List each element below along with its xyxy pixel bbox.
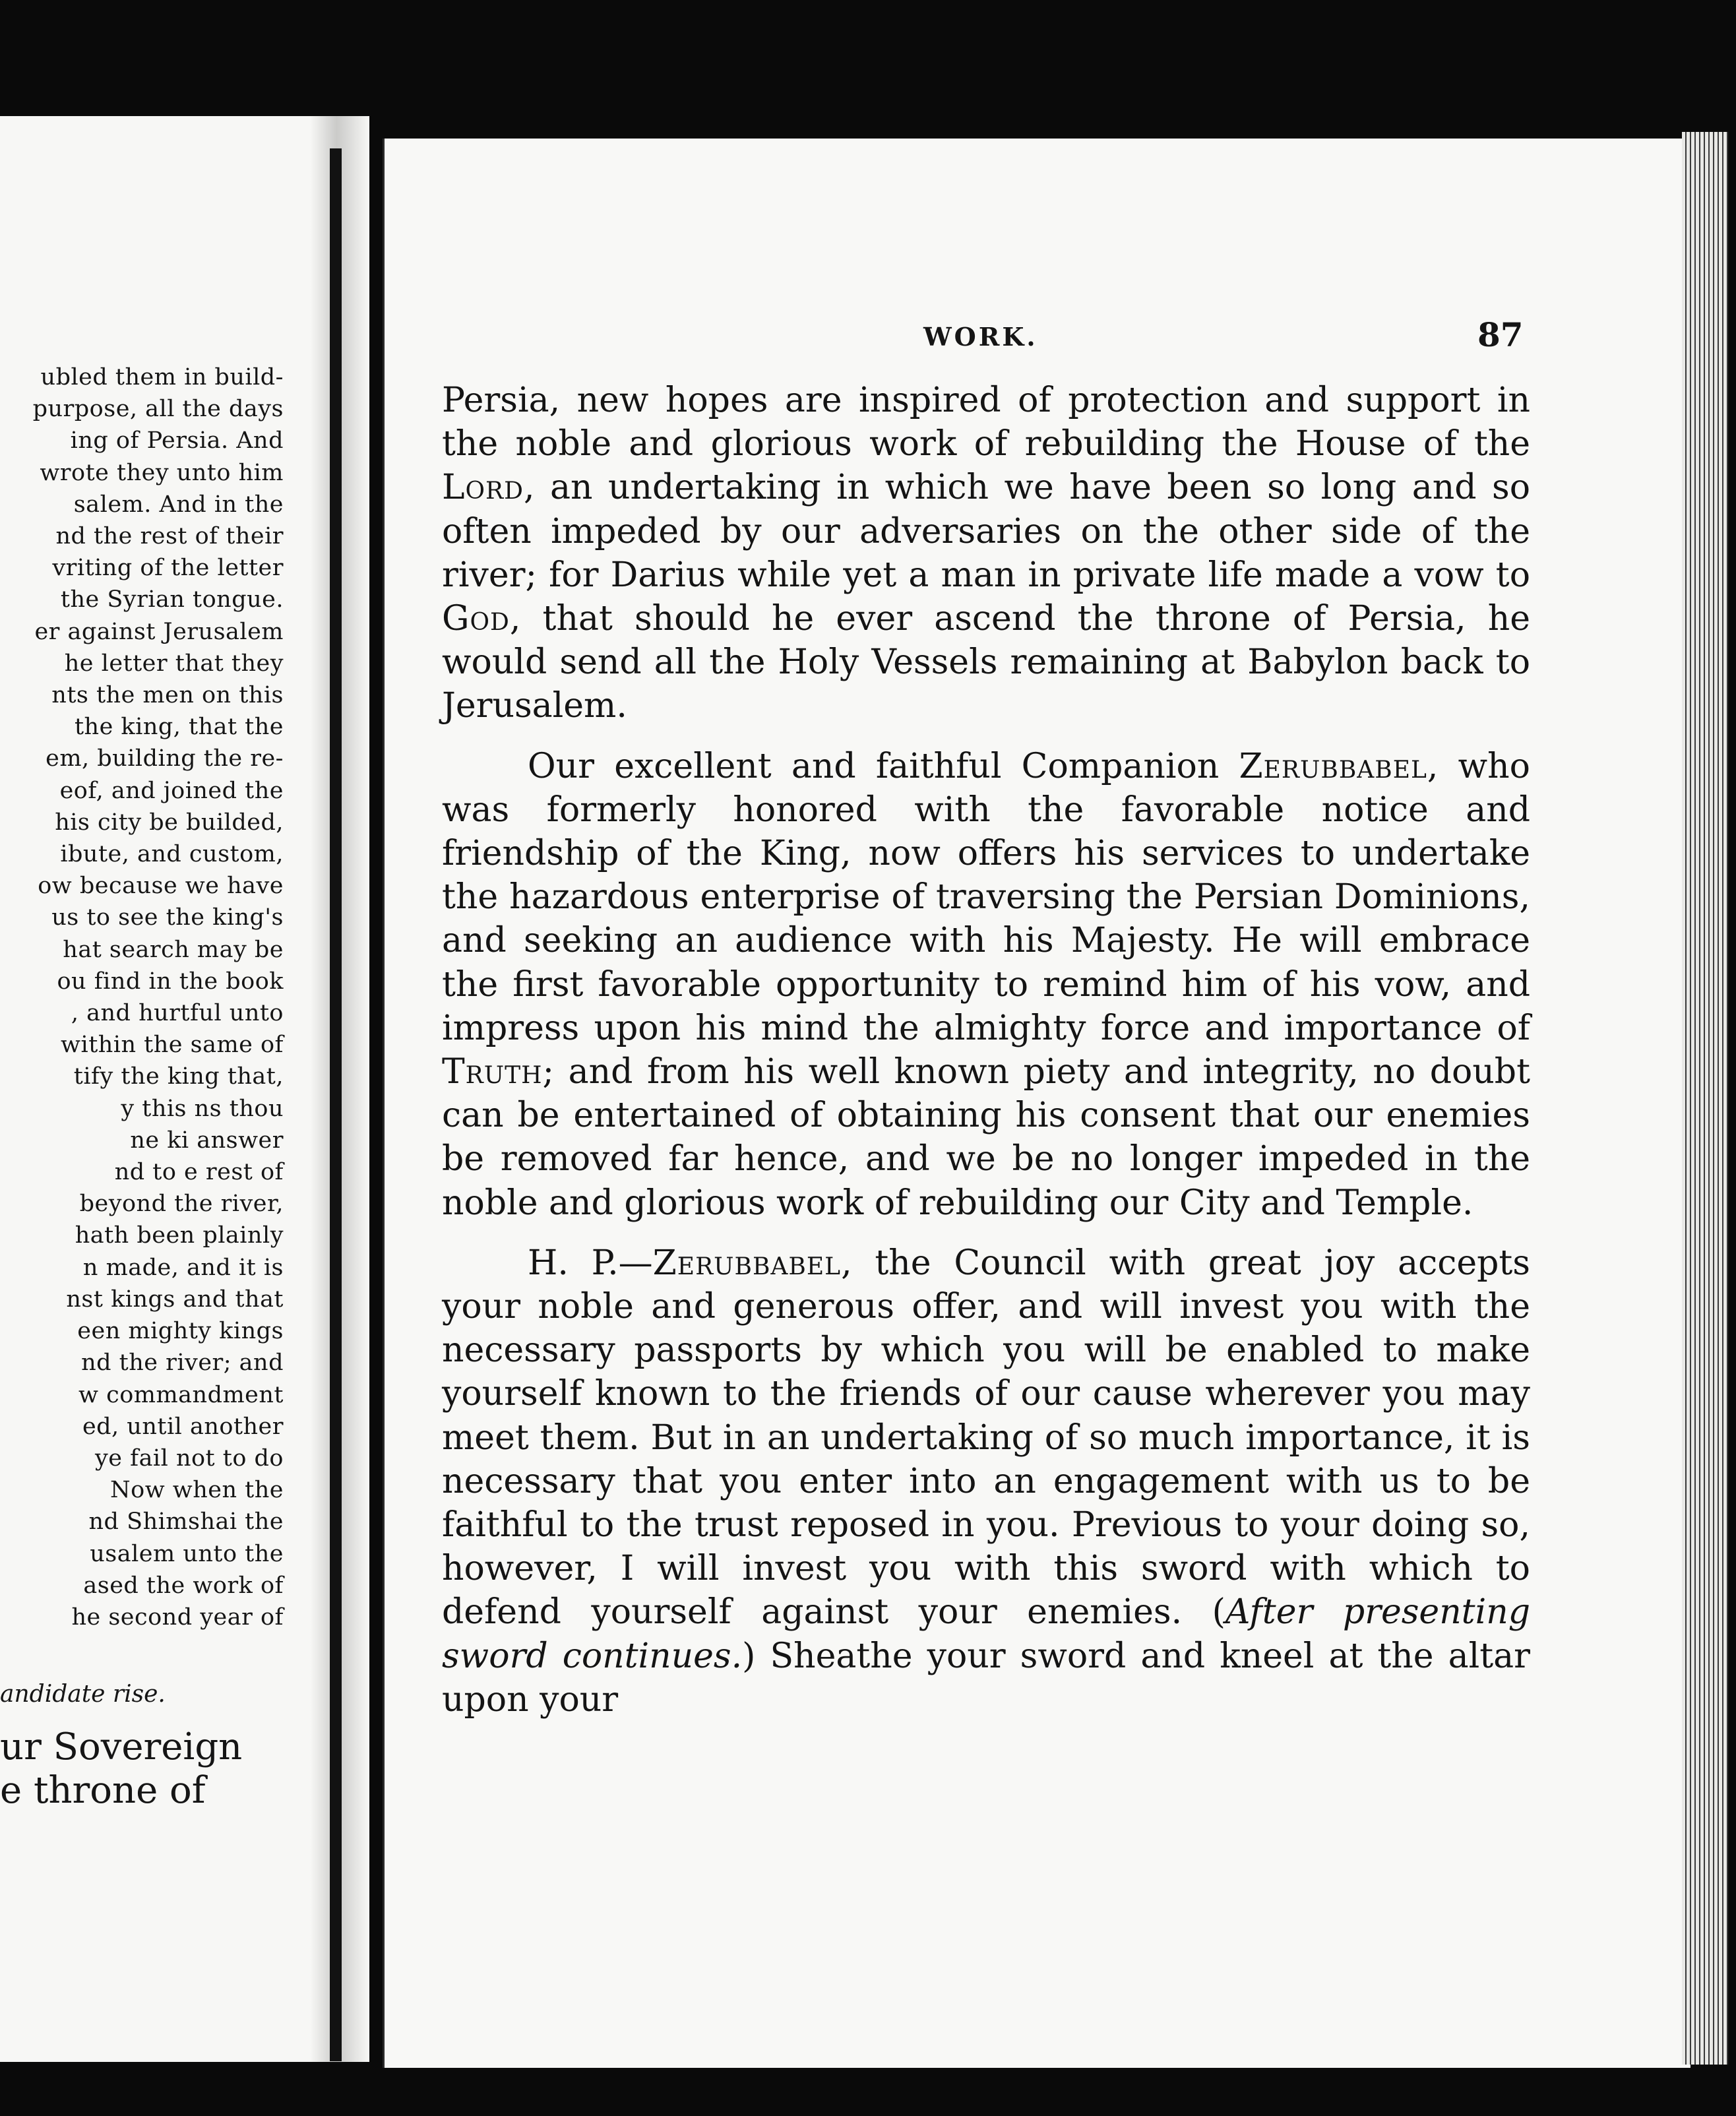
left-page-line: the king, that the: [74, 714, 284, 741]
left-page-line: ubled them in build-: [40, 364, 284, 390]
left-page-line: em, building the re-: [46, 745, 284, 772]
left-page-line: within the same of: [61, 1032, 284, 1059]
small-caps-run: Zerubbabel: [1239, 746, 1427, 786]
left-page-line: nd the river; and: [81, 1350, 284, 1377]
text-run: , that should he ever ascend the throne of Persia, he would send all the Holy Vessels remaining at Babylon back to Jerusalem.: [442, 599, 1530, 726]
left-page-line: nts the men on this: [51, 682, 284, 709]
left-page-line: he second year of: [71, 1603, 284, 1631]
italic-run: After presenting sword continues.: [442, 1592, 1530, 1676]
left-page-line: nd to e rest of: [114, 1159, 284, 1186]
left-page-line: eof, and joined the: [59, 777, 284, 804]
left-page-line: ou find in the book: [57, 968, 284, 995]
paragraph-3: [442, 1241, 1530, 1722]
text-run: Persia, new hopes are inspired of protection and support in the noble and glorious work of rebuilding the House of the: [442, 381, 1530, 464]
left-page-line: us to see the king's: [51, 904, 284, 931]
text-run: ; and from his well known piety and integrity, no doubt can be entertained of obtaining his consent that our enemies be removed far hence, and we be no longer impeded in the noble and glorious work of rebuilding our City and Temple.: [442, 1052, 1530, 1223]
left-page-line: the Syrian tongue.: [60, 586, 284, 613]
left-page-line: his city be builded,: [55, 809, 284, 836]
text-run: ) Sheathe your sword and kneel at the altar upon your: [442, 1636, 1530, 1720]
left-page-line: ow because we have: [38, 873, 284, 900]
left-page-line: , and hurtful unto: [71, 1000, 284, 1027]
left-page-line: tify the king that,: [73, 1063, 284, 1090]
left-page-line: nd Shimshai the: [88, 1509, 284, 1536]
left-page-line: ne ki answer: [130, 1127, 284, 1154]
left-page-line: wrote they unto him: [40, 459, 284, 486]
left-page-line: ing of Persia. And: [70, 427, 284, 454]
text-run: , an undertaking in which we have been so long and so often impeded by our adversaries on the other side of the river; for Darius while yet a man in private life made a vow to: [442, 468, 1530, 595]
left-page-text: [0, 361, 284, 1633]
left-page-line: Now when the: [110, 1477, 284, 1504]
left-page-line: y this ns thou: [121, 1095, 284, 1122]
left-page-line: n made, and it is: [82, 1254, 284, 1281]
left-page-line: ased the work of: [83, 1572, 284, 1599]
left-large-line: ur Sovereign: [0, 1726, 243, 1768]
left-page-line: ye fail not to do: [95, 1445, 284, 1472]
text-run: Our excellent and faithful Companion: [528, 746, 1239, 786]
left-page-line: purpose, all the days: [32, 396, 284, 423]
left-page-line: hat search may be: [63, 936, 284, 963]
page-number: 87: [1477, 315, 1524, 354]
left-page-line: w commandment: [78, 1381, 284, 1408]
left-page-line: nst kings and that: [66, 1286, 284, 1313]
left-page-line: ibute, and custom,: [60, 841, 284, 868]
left-page-line: beyond the river,: [79, 1191, 284, 1218]
page-body: [442, 379, 1530, 1722]
left-page-line: he letter that they: [64, 650, 284, 677]
left-page-line: vriting of the letter: [52, 555, 284, 582]
text-run: , the Council with great joy accepts your noble and generous offer, and will invest you with the necessary passports by which you will be enabled to make yourself known to the friends of our cause wherever you may meet them. But in an undertaking of so much importance, it is necessary that you enter into an engagement with us to be faithful to the trust reposed in you. Previous to your doing so, however, I will invest you with this sword with which to defend yourself against your enemies. (: [442, 1243, 1530, 1633]
paragraph-1: [442, 379, 1530, 728]
small-caps-run: Lord: [442, 468, 524, 508]
left-page-line: salem. And in the: [73, 491, 284, 518]
left-page-line: ed, until another: [82, 1413, 284, 1440]
small-caps-run: Zerubbabel: [652, 1243, 842, 1283]
running-head: WORK.: [923, 322, 1038, 352]
page-edges: [1682, 132, 1728, 2065]
left-page-caption: andidate rise.: [0, 1681, 166, 1708]
left-page-line: er against Jerusalem: [34, 618, 284, 645]
text-run: , who was formerly honored with the favorable notice and friendship of the King, now offers his services to undertake the hazardous enterprise of traversing the Persian Dominions, and seeking an audience with his Majesty. He will embrace the first favorable opportunity to remind him of his vow, and impress upon his mind the almighty force and importance of: [442, 746, 1530, 1048]
book-gutter: [330, 148, 342, 2061]
small-caps-run: God: [442, 599, 510, 639]
left-page-line: hath been plainly: [75, 1222, 284, 1249]
text-run: H. P.—: [528, 1243, 653, 1283]
left-page-large-text: [0, 1726, 242, 1813]
left-page-line: usalem unto the: [90, 1540, 284, 1567]
paragraph-2: [442, 745, 1530, 1225]
left-large-line: e throne of: [0, 1769, 206, 1812]
small-caps-run: Truth: [442, 1052, 543, 1092]
left-page-line: nd the rest of their: [55, 523, 284, 550]
left-page-line: een mighty kings: [77, 1318, 284, 1345]
